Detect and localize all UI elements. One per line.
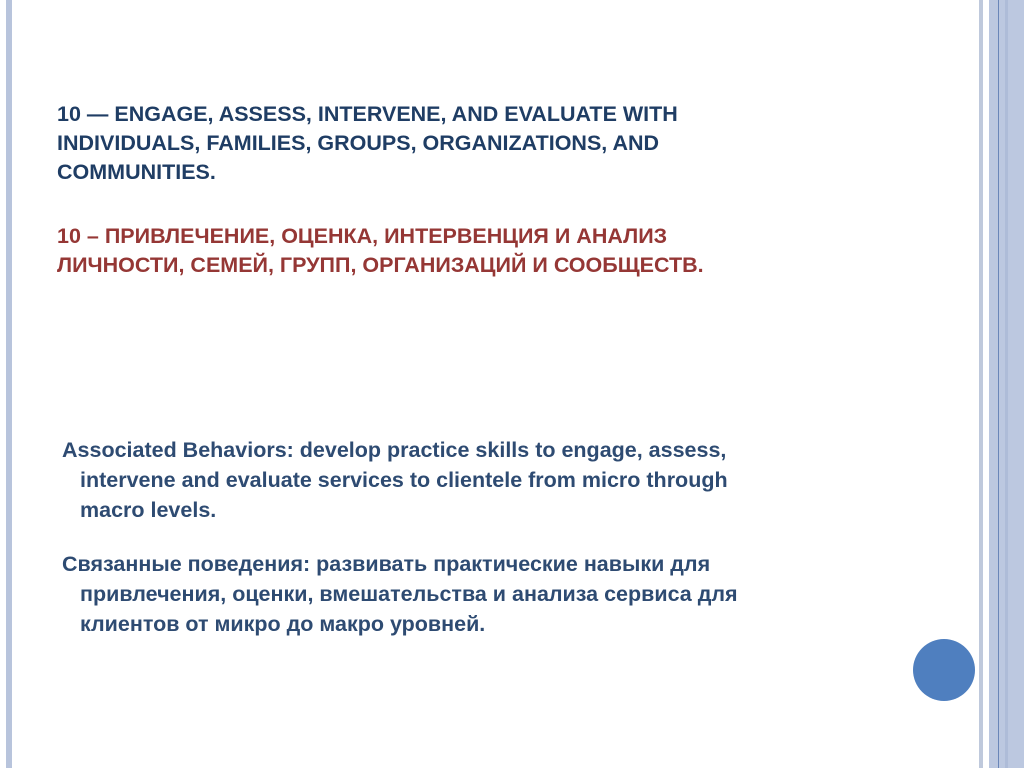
- left-border-stripe: [6, 0, 12, 768]
- body-line: intervene and evaluate services to clientele from micro through: [80, 468, 728, 492]
- title-line: 10 – ПРИВЛЕЧЕНИЕ, ОЦЕНКА, ИНТЕРВЕНЦИЯ И АНАЛИЗ: [57, 224, 668, 248]
- body-line: macro levels.: [80, 498, 217, 522]
- body-line: клиентов от микро до макро уровней.: [80, 612, 486, 636]
- body-line: Связанные поведения: развивать практические навыки для: [62, 552, 711, 576]
- body-line: Associated Behaviors: develop practice skills to engage, assess,: [62, 438, 727, 462]
- right-border-shade: [1005, 0, 1008, 768]
- body-line: привлечения, оценки, вмешательства и анализа сервиса для: [80, 582, 738, 606]
- title-line: 10 — ENGAGE, ASSESS, INTERVENE, AND EVALUATE WITH: [57, 102, 678, 126]
- body-english: [62, 435, 728, 525]
- title-line: COMMUNITIES.: [57, 160, 216, 184]
- slide-title-english: [57, 100, 678, 187]
- title-line: ЛИЧНОСТИ, СЕМЕЙ, ГРУПП, ОРГАНИЗАЦИЙ И СООБЩЕСТВ.: [57, 253, 704, 277]
- right-border-line: [998, 0, 999, 768]
- slide-title-russian: [57, 222, 704, 280]
- title-line: INDIVIDUALS, FAMILIES, GROUPS, ORGANIZATIONS, AND: [57, 131, 660, 155]
- decorative-circle-icon: [913, 639, 975, 701]
- body-russian: [62, 549, 738, 639]
- right-border-stripe: [979, 0, 983, 768]
